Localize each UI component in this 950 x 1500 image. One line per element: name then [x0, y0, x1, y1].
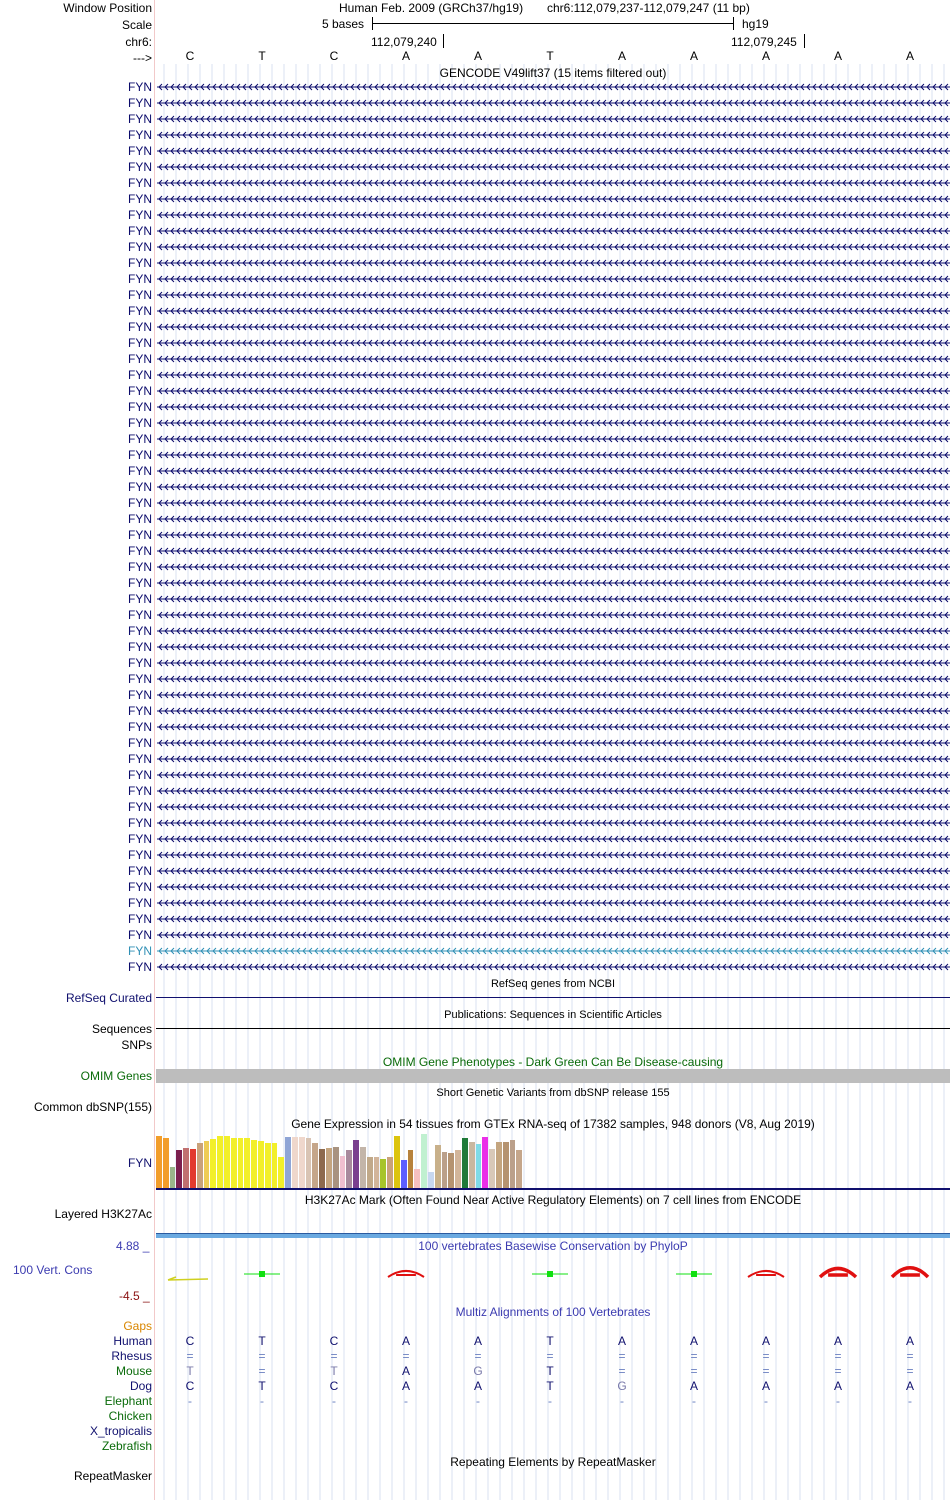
multiz-base: =: [330, 1349, 338, 1363]
gtex-tissue-bar[interactable]: [428, 1172, 434, 1188]
phylop-score-mark[interactable]: [676, 1271, 712, 1277]
gencode-gene-label[interactable]: FYN: [128, 656, 152, 670]
publications-track-label[interactable]: Sequences: [91, 1022, 152, 1036]
gtex-tissue-bar[interactable]: [482, 1137, 488, 1188]
coord-label-1: 112,079,240: [371, 35, 437, 49]
gtex-tissue-bar[interactable]: [319, 1149, 325, 1188]
gencode-transcript-line[interactable]: [157, 641, 950, 653]
gtex-tissue-bar[interactable]: [244, 1138, 250, 1188]
gencode-transcript-line[interactable]: [157, 769, 950, 781]
gencode-gene-label[interactable]: FYN: [128, 592, 152, 606]
gencode-transcript-line[interactable]: [157, 913, 950, 925]
chrom-label: chr6:: [125, 35, 152, 49]
gencode-gene-label[interactable]: FYN: [128, 256, 152, 270]
multiz-base: T: [546, 1379, 554, 1393]
base-letter: A: [689, 49, 698, 63]
multiz-base: -: [764, 1394, 768, 1408]
multiz-base: A: [761, 1334, 770, 1348]
omim-track-title[interactable]: OMIM Gene Phenotypes - Dark Green Can Be Disease-causing: [382, 1055, 724, 1069]
gencode-transcript-line[interactable]: [157, 657, 950, 669]
gtex-tissue-bar[interactable]: [503, 1142, 509, 1188]
gencode-gene-label[interactable]: FYN: [128, 864, 152, 878]
gencode-track-title[interactable]: GENCODE V49lift37 (15 items filtered out): [439, 66, 667, 80]
multiz-base: =: [618, 1364, 626, 1378]
scale-bar-right-tick: [733, 17, 734, 30]
multiz-base: =: [258, 1349, 266, 1363]
base-letter: A: [617, 49, 626, 63]
gencode-gene-label[interactable]: FYN: [128, 112, 152, 126]
gencode-gene-label[interactable]: FYN: [128, 336, 152, 350]
position-readout[interactable]: chr6:112,079,237-112,079,247 (11 bp): [547, 1, 750, 15]
gencode-transcript-line[interactable]: [157, 305, 950, 317]
multiz-base: T: [186, 1364, 194, 1378]
gtex-tissue-bar[interactable]: [408, 1150, 414, 1188]
dbsnp-track-title[interactable]: Short Genetic Variants from dbSNP release 155: [436, 1087, 670, 1099]
gencode-transcript-line[interactable]: [157, 481, 950, 493]
gencode-gene-label[interactable]: FYN: [128, 400, 152, 414]
gtex-tissue-bar[interactable]: [462, 1138, 468, 1188]
multiz-base: G: [617, 1379, 627, 1393]
multiz-base: A: [761, 1379, 770, 1393]
gencode-gene-label[interactable]: FYN: [128, 480, 152, 494]
multiz-base: T: [546, 1364, 554, 1378]
gencode-gene-label[interactable]: FYN: [128, 320, 152, 334]
gencode-transcript-line[interactable]: [157, 193, 950, 205]
gencode-transcript-line[interactable]: [157, 945, 950, 957]
phylop-score-mark[interactable]: [532, 1271, 568, 1277]
gencode-transcript-line[interactable]: [157, 721, 950, 733]
gencode-transcript-line[interactable]: [157, 881, 950, 893]
coord-tick-2: [804, 34, 805, 48]
gtex-tissue-bar[interactable]: [210, 1139, 216, 1188]
gencode-transcript-line[interactable]: [157, 177, 950, 189]
multiz-base: =: [906, 1349, 914, 1363]
gencode-gene-label[interactable]: FYN: [128, 560, 152, 574]
gencode-transcript-line[interactable]: [157, 705, 950, 717]
multiz-base: -: [260, 1394, 264, 1408]
gtex-tissue-bar[interactable]: [496, 1142, 502, 1188]
phylop-score-mark[interactable]: [748, 1271, 784, 1277]
multiz-base: A: [905, 1379, 914, 1393]
base-letter: A: [761, 49, 770, 63]
gencode-gene-label[interactable]: FYN: [128, 800, 152, 814]
gencode-transcript-line[interactable]: [157, 257, 950, 269]
gtex-tissue-bar[interactable]: [516, 1150, 522, 1188]
multiz-base: =: [546, 1349, 554, 1363]
gencode-gene-label[interactable]: FYN: [128, 416, 152, 430]
gencode-transcript-line[interactable]: [157, 849, 950, 861]
gtex-tissue-bar[interactable]: [476, 1144, 482, 1188]
gencode-gene-label[interactable]: FYN: [128, 944, 152, 958]
gtex-tissue-bar[interactable]: [299, 1137, 305, 1188]
gencode-transcript-line[interactable]: [157, 369, 950, 381]
gencode-transcript-line[interactable]: [157, 577, 950, 589]
dbsnp-track-label[interactable]: Common dbSNP(155): [33, 1100, 152, 1114]
phylop-score-mark[interactable]: [244, 1271, 280, 1277]
gencode-gene-label[interactable]: FYN: [128, 432, 152, 446]
gtex-tissue-bar[interactable]: [455, 1150, 461, 1188]
base-letter: A: [833, 49, 842, 63]
gencode-gene-label[interactable]: FYN: [128, 352, 152, 366]
gencode-gene-label[interactable]: FYN: [128, 608, 152, 622]
gtex-tissue-bar[interactable]: [292, 1137, 298, 1188]
gencode-gene-label[interactable]: FYN: [128, 816, 152, 830]
gtex-tissue-bar[interactable]: [312, 1143, 318, 1188]
gtex-tissue-bar[interactable]: [265, 1143, 271, 1188]
gencode-gene-label[interactable]: FYN: [128, 752, 152, 766]
multiz-species-label[interactable]: Mouse: [115, 1364, 152, 1378]
multiz-base: -: [476, 1394, 480, 1408]
gencode-transcript-line[interactable]: [157, 609, 950, 621]
multiz-base: -: [620, 1394, 624, 1408]
gtex-tissue-bar[interactable]: [448, 1153, 454, 1188]
multiz-base: G: [473, 1364, 483, 1378]
gencode-transcript-line[interactable]: [157, 689, 950, 701]
multiz-base: =: [474, 1349, 482, 1363]
multiz-base: =: [690, 1349, 698, 1363]
multiz-base: A: [833, 1334, 842, 1348]
multiz-base: =: [402, 1349, 410, 1363]
gencode-gene-label[interactable]: FYN: [128, 272, 152, 286]
multiz-base: =: [690, 1364, 698, 1378]
gtex-tissue-bar[interactable]: [197, 1143, 203, 1188]
gencode-gene-label[interactable]: FYN: [128, 528, 152, 542]
gencode-gene-label[interactable]: FYN: [128, 464, 152, 478]
gencode-gene-label[interactable]: FYN: [128, 832, 152, 846]
gtex-track-label[interactable]: FYN: [128, 1156, 152, 1170]
multiz-base: T: [546, 1334, 554, 1348]
coord-tick-1: [443, 34, 444, 48]
snps-track-label[interactable]: SNPs: [121, 1038, 152, 1052]
gtex-tissue-bar[interactable]: [387, 1157, 393, 1188]
gtex-tissue-bar[interactable]: [380, 1159, 386, 1188]
phylop-score-mark[interactable]: [820, 1269, 856, 1278]
base-letter: C: [329, 49, 339, 63]
gencode-gene-label[interactable]: FYN: [128, 288, 152, 302]
phylop-score-mark[interactable]: [168, 1277, 208, 1280]
gencode-gene-label[interactable]: FYN: [128, 848, 152, 862]
base-letter: T: [546, 49, 554, 63]
multiz-base: =: [762, 1349, 770, 1363]
gtex-tissue-bar[interactable]: [401, 1160, 407, 1188]
gencode-gene-label[interactable]: FYN: [128, 704, 152, 718]
refseq-gene-line[interactable]: [156, 997, 950, 998]
scale-db: hg19: [742, 17, 769, 31]
gencode-gene-label[interactable]: FYN: [128, 176, 152, 190]
multiz-base: T: [330, 1364, 338, 1378]
multiz-base: A: [617, 1334, 626, 1348]
multiz-base: A: [689, 1334, 698, 1348]
multiz-species-label[interactable]: Rhesus: [111, 1349, 152, 1363]
multiz-base: C: [329, 1334, 339, 1348]
gtex-tissue-bar[interactable]: [238, 1138, 244, 1188]
gencode-transcript-line[interactable]: [157, 321, 950, 333]
gtex-tissue-bar[interactable]: [367, 1157, 373, 1188]
multiz-base: -: [692, 1394, 696, 1408]
gencode-gene-label[interactable]: FYN: [128, 928, 152, 942]
multiz-species-label[interactable]: Elephant: [104, 1394, 152, 1408]
gencode-transcript-line[interactable]: [157, 513, 950, 525]
multiz-base: A: [401, 1364, 410, 1378]
base-letter: C: [185, 49, 195, 63]
multiz-base: =: [834, 1349, 842, 1363]
gencode-transcript-line[interactable]: [157, 497, 950, 509]
gencode-gene-label[interactable]: FYN: [128, 96, 152, 110]
multiz-base: A: [473, 1334, 482, 1348]
phylop-max-label: 4.88 _: [116, 1239, 150, 1253]
gencode-gene-label[interactable]: FYN: [128, 880, 152, 894]
gtex-tissue-bar[interactable]: [394, 1136, 400, 1188]
multiz-base: A: [833, 1379, 842, 1393]
gencode-gene-label[interactable]: FYN: [128, 512, 152, 526]
gencode-gene-label[interactable]: FYN: [128, 896, 152, 910]
multiz-base: -: [404, 1394, 408, 1408]
multiz-base: T: [258, 1334, 266, 1348]
multiz-base: =: [906, 1364, 914, 1378]
gtex-tissue-bar[interactable]: [360, 1147, 366, 1188]
gtex-tissue-bar[interactable]: [176, 1150, 182, 1188]
gencode-gene-label[interactable]: FYN: [128, 448, 152, 462]
gencode-transcript-line[interactable]: [157, 737, 950, 749]
gencode-transcript-line[interactable]: [157, 161, 950, 173]
gencode-transcript-line[interactable]: [157, 401, 950, 413]
gencode-gene-label[interactable]: FYN: [128, 640, 152, 654]
gtex-tissue-bar[interactable]: [285, 1137, 291, 1188]
multiz-base: A: [473, 1379, 482, 1393]
gtex-tissue-bar[interactable]: [435, 1145, 441, 1188]
gencode-gene-label[interactable]: FYN: [128, 224, 152, 238]
gencode-gene-label[interactable]: FYN: [128, 688, 152, 702]
multiz-base: -: [908, 1394, 912, 1408]
gtex-tissue-bar[interactable]: [231, 1138, 237, 1188]
gencode-gene-label[interactable]: FYN: [128, 624, 152, 638]
phylop-track-title[interactable]: 100 vertebrates Basewise Conservation by PhyloP: [418, 1239, 688, 1253]
gencode-transcript-line[interactable]: [157, 465, 950, 477]
multiz-species-label[interactable]: X_tropicalis: [89, 1424, 152, 1438]
gtex-tissue-bar[interactable]: [306, 1138, 312, 1188]
gencode-transcript-line[interactable]: [157, 417, 950, 429]
multiz-base: =: [258, 1364, 266, 1378]
gencode-gene-label[interactable]: FYN: [128, 144, 152, 158]
gtex-tissue-bar[interactable]: [510, 1140, 516, 1188]
scale-bar-left-tick: [372, 17, 373, 30]
gtex-track-title[interactable]: Gene Expression in 54 tissues from GTEx RNA-seq of 17382 samples, 948 donors (V8, Aug 2019): [291, 1117, 815, 1131]
multiz-base: -: [548, 1394, 552, 1408]
gencode-transcript-line[interactable]: [157, 129, 950, 141]
multiz-species-label[interactable]: Dog: [129, 1379, 152, 1393]
scale-label: Scale: [121, 18, 152, 32]
gtex-tissue-bar[interactable]: [190, 1149, 196, 1188]
gtex-tissue-bar[interactable]: [353, 1140, 359, 1188]
multiz-base: =: [186, 1349, 194, 1363]
base-letter: A: [401, 49, 410, 63]
gencode-transcript-line[interactable]: [157, 449, 950, 461]
multiz-base: -: [836, 1394, 840, 1408]
multiz-base: -: [332, 1394, 336, 1408]
repeatmasker-track-title[interactable]: Repeating Elements by RepeatMasker: [450, 1455, 656, 1469]
multiz-gaps-label[interactable]: Gaps: [123, 1319, 152, 1333]
multiz-base: A: [689, 1379, 698, 1393]
assembly-title[interactable]: Human Feb. 2009 (GRCh37/hg19): [339, 1, 524, 15]
gencode-gene-label[interactable]: FYN: [128, 576, 152, 590]
gencode-transcript-line[interactable]: [157, 145, 950, 157]
gencode-transcript-line[interactable]: [157, 97, 950, 109]
gencode-transcript-line[interactable]: [157, 353, 950, 365]
omim-gene-bar[interactable]: [156, 1069, 950, 1083]
gencode-transcript-line[interactable]: [157, 801, 950, 813]
gencode-transcript-line[interactable]: [157, 785, 950, 797]
gtex-tissue-bar[interactable]: [442, 1152, 448, 1188]
base-letter: T: [258, 49, 266, 63]
gtex-tissue-bar[interactable]: [204, 1141, 210, 1188]
refseq-track-title[interactable]: RefSeq genes from NCBI: [490, 978, 616, 990]
h3k27ac-signal[interactable]: [156, 1233, 950, 1238]
gtex-tissue-bar[interactable]: [346, 1150, 352, 1188]
multiz-base: =: [762, 1364, 770, 1378]
gencode-transcript-line[interactable]: [157, 113, 950, 125]
multiz-base: -: [188, 1394, 192, 1408]
gencode-transcript-line[interactable]: [157, 289, 950, 301]
scale-bar: [372, 23, 734, 24]
gencode-transcript-line[interactable]: [157, 529, 950, 541]
gtex-expression-chart[interactable]: [156, 1132, 556, 1188]
gtex-tissue-bar[interactable]: [414, 1169, 420, 1188]
multiz-track-title[interactable]: Multiz Alignments of 100 Vertebrates: [455, 1305, 651, 1319]
gencode-gene-label[interactable]: FYN: [128, 672, 152, 686]
phylop-track-label[interactable]: 100 Vert. Cons: [13, 1263, 93, 1277]
gencode-gene-label[interactable]: FYN: [128, 784, 152, 798]
gencode-transcript-line[interactable]: [157, 817, 950, 829]
gencode-gene-label[interactable]: FYN: [128, 736, 152, 750]
gencode-gene-label[interactable]: FYN: [128, 368, 152, 382]
gencode-transcript-line[interactable]: [157, 897, 950, 909]
scale-value: 5 bases: [322, 17, 365, 31]
gencode-transcript-line[interactable]: [157, 545, 950, 557]
refseq-track-label[interactable]: RefSeq Curated: [65, 991, 152, 1005]
publications-track-title[interactable]: Publications: Sequences in Scientific Articles: [444, 1009, 662, 1021]
publications-line[interactable]: [156, 1028, 950, 1029]
gencode-transcript-line[interactable]: [157, 273, 950, 285]
gtex-baseline: [156, 1188, 950, 1190]
gencode-gene-label[interactable]: FYN: [128, 384, 152, 398]
phylop-score-mark[interactable]: [388, 1271, 424, 1277]
gencode-transcript-line[interactable]: [157, 593, 950, 605]
h3k27ac-track-label[interactable]: Layered H3K27Ac: [54, 1207, 152, 1221]
multiz-base: A: [905, 1334, 914, 1348]
multiz-base: =: [618, 1349, 626, 1363]
gencode-gene-label[interactable]: FYN: [128, 240, 152, 254]
gtex-tissue-bar[interactable]: [258, 1141, 264, 1188]
gencode-transcript-line[interactable]: [157, 929, 950, 941]
gtex-tissue-bar[interactable]: [251, 1140, 257, 1188]
gencode-transcript-line[interactable]: [157, 673, 950, 685]
phylop-score-mark[interactable]: [892, 1268, 928, 1277]
gtex-tissue-bar[interactable]: [163, 1138, 169, 1188]
gtex-tissue-bar[interactable]: [333, 1147, 339, 1188]
gtex-tissue-bar[interactable]: [489, 1149, 495, 1188]
gencode-transcript-line[interactable]: [157, 385, 950, 397]
gencode-gene-label[interactable]: FYN: [128, 544, 152, 558]
phylop-chart[interactable]: [0, 1254, 950, 1294]
gencode-transcript-line[interactable]: [157, 561, 950, 573]
omim-track-label[interactable]: OMIM Genes: [80, 1069, 152, 1083]
gencode-gene-label[interactable]: FYN: [128, 768, 152, 782]
gencode-gene-label[interactable]: FYN: [128, 80, 152, 94]
gtex-tissue-bar[interactable]: [183, 1148, 189, 1188]
gencode-transcript-line[interactable]: [157, 625, 950, 637]
gencode-transcript-line[interactable]: [157, 865, 950, 877]
gencode-gene-label[interactable]: FYN: [128, 208, 152, 222]
gencode-transcript-line[interactable]: [157, 225, 950, 237]
base-letter: A: [905, 49, 914, 63]
multiz-species-label[interactable]: Zebrafish: [101, 1439, 152, 1453]
multiz-base: C: [329, 1379, 339, 1393]
gtex-tissue-bar[interactable]: [217, 1136, 223, 1188]
gtex-tissue-bar[interactable]: [469, 1142, 475, 1188]
gencode-transcript-line[interactable]: [157, 81, 950, 93]
gencode-gene-label[interactable]: FYN: [128, 496, 152, 510]
gencode-gene-label[interactable]: FYN: [128, 128, 152, 142]
gencode-transcript-line[interactable]: [157, 833, 950, 845]
gencode-transcript-line[interactable]: [157, 241, 950, 253]
gtex-tissue-bar[interactable]: [374, 1157, 380, 1188]
repeatmasker-track-label[interactable]: RepeatMasker: [73, 1469, 152, 1483]
multiz-species-label[interactable]: Human: [113, 1334, 152, 1348]
window-position-label: Window Position: [63, 1, 152, 15]
gencode-transcript-line[interactable]: [157, 209, 950, 221]
multiz-base: A: [401, 1379, 410, 1393]
gencode-transcript-line[interactable]: [157, 337, 950, 349]
gencode-transcript-line[interactable]: [157, 961, 950, 973]
multiz-base: C: [185, 1379, 195, 1393]
gencode-transcript-line[interactable]: [157, 433, 950, 445]
gencode-transcript-line[interactable]: [157, 753, 950, 765]
gtex-tissue-bar[interactable]: [224, 1136, 230, 1188]
gtex-tissue-bar[interactable]: [272, 1143, 278, 1188]
strand-label: --->: [133, 51, 152, 65]
gencode-gene-label[interactable]: FYN: [128, 912, 152, 926]
multiz-species-label[interactable]: Chicken: [108, 1409, 152, 1423]
gencode-gene-label[interactable]: FYN: [128, 960, 152, 974]
gtex-tissue-bar[interactable]: [340, 1156, 346, 1188]
multiz-base: C: [185, 1334, 195, 1348]
gtex-tissue-bar[interactable]: [326, 1148, 332, 1188]
gtex-tissue-bar[interactable]: [156, 1136, 162, 1188]
multiz-base: =: [834, 1364, 842, 1378]
h3k27ac-track-title[interactable]: H3K27Ac Mark (Often Found Near Active Regulatory Elements) on 7 cell lines from ENCODE: [304, 1193, 802, 1207]
gtex-tissue-bar[interactable]: [170, 1167, 176, 1188]
coord-label-2: 112,079,245: [731, 35, 797, 49]
gtex-tissue-bar[interactable]: [278, 1157, 284, 1188]
base-letter: A: [473, 49, 482, 63]
multiz-base: T: [258, 1379, 266, 1393]
gencode-gene-label[interactable]: FYN: [128, 192, 152, 206]
gencode-gene-label[interactable]: FYN: [128, 160, 152, 174]
phylop-min-label: -4.5 _: [119, 1289, 150, 1303]
gencode-gene-label[interactable]: FYN: [128, 304, 152, 318]
gtex-tissue-bar[interactable]: [421, 1134, 427, 1188]
gencode-gene-label[interactable]: FYN: [128, 720, 152, 734]
multiz-base: A: [401, 1334, 410, 1348]
